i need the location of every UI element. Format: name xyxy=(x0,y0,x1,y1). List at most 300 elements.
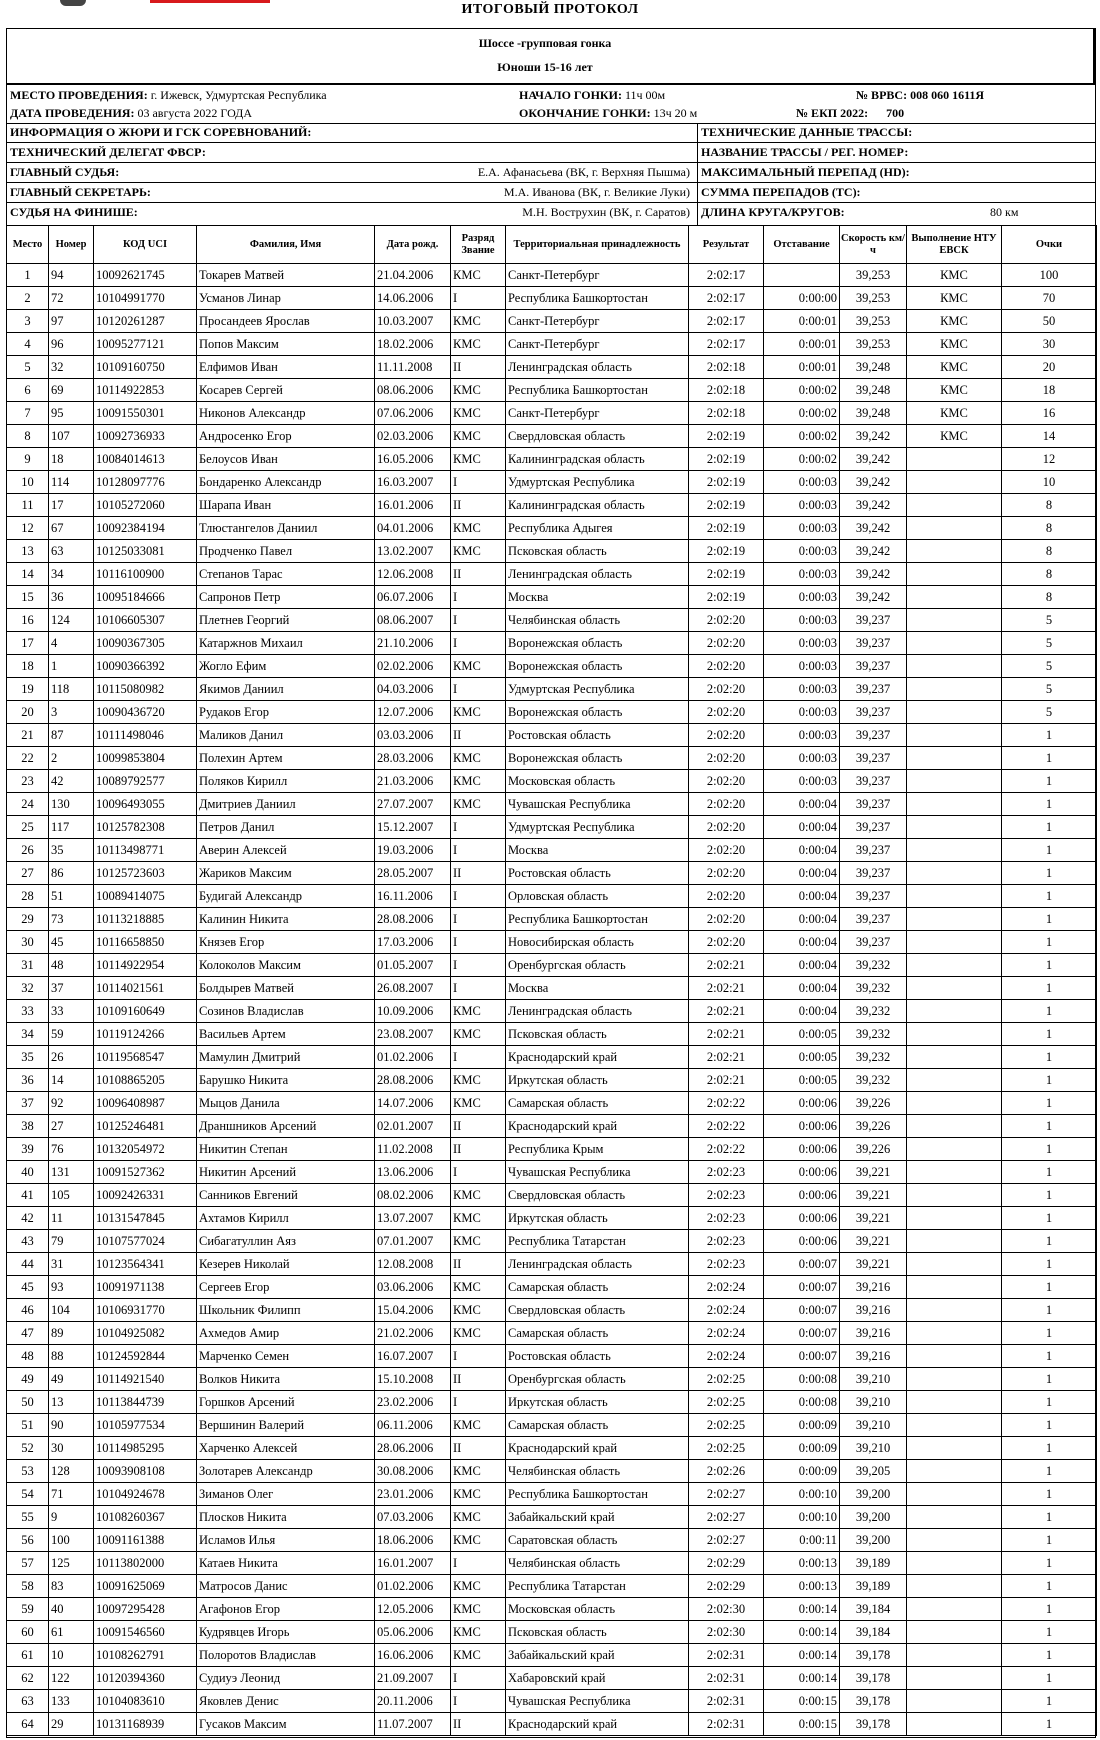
col-name-cell: Школьник Филипп xyxy=(197,1299,375,1322)
col-rank-cell: I xyxy=(451,1161,506,1184)
delegate-row xyxy=(10,145,206,160)
table-row xyxy=(7,747,1097,770)
col-evsk-cell: КМС xyxy=(907,264,1002,287)
col-region-cell: Республика Адыгея xyxy=(506,517,689,540)
col-evsk-cell xyxy=(907,885,1002,908)
col-name-cell: Усманов Линар xyxy=(197,287,375,310)
col-uci-code-cell: 10108865205 xyxy=(94,1069,197,1092)
col-region-cell: Ростовская область xyxy=(506,724,689,747)
document-title: ИТОГОВЫЙ ПРОТОКОЛ xyxy=(461,2,639,17)
col-evsk-cell xyxy=(907,1299,1002,1322)
col-place-cell: 55 xyxy=(7,1506,49,1529)
col-points-cell: 1 xyxy=(1002,1368,1097,1391)
col-speed-cell: 39,237 xyxy=(840,701,907,724)
col-birth-date-cell: 16.05.2006 xyxy=(375,448,451,471)
col-points-cell: 1 xyxy=(1002,1575,1097,1598)
col-place-cell: 17 xyxy=(7,632,49,655)
table-row xyxy=(7,1644,1097,1667)
col-gap-cell: 0:00:07 xyxy=(764,1299,840,1322)
col-region-cell: Санкт-Петербург xyxy=(506,333,689,356)
col-number-cell: 100 xyxy=(49,1529,94,1552)
col-result-cell: 2:02:21 xyxy=(689,1000,764,1023)
col-speed-cell: 39,226 xyxy=(840,1115,907,1138)
col-rank-cell: КМС xyxy=(451,402,506,425)
tc-label: СУММА ПЕРЕПАДОВ (ТС): xyxy=(701,185,861,199)
col-evsk-cell xyxy=(907,586,1002,609)
lap-row xyxy=(701,205,845,220)
col-place-cell: 56 xyxy=(7,1529,49,1552)
col-place-cell: 11 xyxy=(7,494,49,517)
col-evsk-cell xyxy=(907,747,1002,770)
table-row xyxy=(7,1506,1097,1529)
col-uci-code-header: КОД UCI xyxy=(94,226,197,264)
col-evsk-cell: КМС xyxy=(907,379,1002,402)
col-gap-cell: 0:00:10 xyxy=(764,1506,840,1529)
col-rank-cell: КМС xyxy=(451,379,506,402)
col-uci-code-cell: 10106605307 xyxy=(94,609,197,632)
col-speed-cell: 39,248 xyxy=(840,402,907,425)
col-name-cell: Плосков Никита xyxy=(197,1506,375,1529)
col-gap-cell: 0:00:07 xyxy=(764,1322,840,1345)
col-name-cell: Калинин Никита xyxy=(197,908,375,931)
col-evsk-cell xyxy=(907,1483,1002,1506)
col-points-cell: 1 xyxy=(1002,1713,1097,1736)
col-region-cell: Самарская область xyxy=(506,1322,689,1345)
col-points-cell: 8 xyxy=(1002,540,1097,563)
col-uci-code-cell: 10109160649 xyxy=(94,1000,197,1023)
col-name-cell: Степанов Тарас xyxy=(197,563,375,586)
col-birth-date-cell: 21.04.2006 xyxy=(375,264,451,287)
col-uci-code-cell: 10096408987 xyxy=(94,1092,197,1115)
col-birth-date-cell: 17.03.2006 xyxy=(375,931,451,954)
col-uci-code-cell: 10092426331 xyxy=(94,1184,197,1207)
col-number-cell: 35 xyxy=(49,839,94,862)
col-birth-date-cell: 12.07.2006 xyxy=(375,701,451,724)
col-evsk-cell: КМС xyxy=(907,402,1002,425)
col-place-header: Место xyxy=(7,226,49,264)
col-points-cell: 1 xyxy=(1002,1506,1097,1529)
col-birth-date-cell: 27.07.2007 xyxy=(375,793,451,816)
col-rank-cell: I xyxy=(451,471,506,494)
col-region-cell: Чувашская Республика xyxy=(506,793,689,816)
vrvs-label: № ВРВС: xyxy=(856,88,908,102)
table-row xyxy=(7,931,1097,954)
col-gap-cell: 0:00:06 xyxy=(764,1092,840,1115)
col-uci-code-cell: 10106931770 xyxy=(94,1299,197,1322)
col-name-cell: Маликов Данил xyxy=(197,724,375,747)
col-result-cell: 2:02:21 xyxy=(689,1023,764,1046)
col-gap-cell: 0:00:04 xyxy=(764,954,840,977)
col-region-cell: Республика Крым xyxy=(506,1138,689,1161)
col-birth-date-cell: 28.08.2006 xyxy=(375,1069,451,1092)
col-evsk-header: Выполнение НТУ ЕВСК xyxy=(907,226,1002,264)
jury-label-text: ИНФОРМАЦИЯ О ЖЮРИ И ГСК СОРЕВНОВАНИЙ: xyxy=(10,125,312,139)
table-row xyxy=(7,1414,1097,1437)
col-gap-cell xyxy=(764,264,840,287)
col-place-cell: 22 xyxy=(7,747,49,770)
col-uci-code-cell: 10124592844 xyxy=(94,1345,197,1368)
col-name-cell: Токарев Матвей xyxy=(197,264,375,287)
col-result-cell: 2:02:24 xyxy=(689,1299,764,1322)
table-row xyxy=(7,333,1097,356)
col-speed-cell: 39,232 xyxy=(840,977,907,1000)
col-name-cell: Катаржнов Михаил xyxy=(197,632,375,655)
hd-label: МАКСИМАЛЬНЫЙ ПЕРЕПАД (HD): xyxy=(701,165,910,179)
col-evsk-cell xyxy=(907,1207,1002,1230)
col-evsk-cell xyxy=(907,1644,1002,1667)
col-place-cell: 29 xyxy=(7,908,49,931)
col-region-cell: Краснодарский край xyxy=(506,1437,689,1460)
col-speed-cell: 39,232 xyxy=(840,1000,907,1023)
col-region-cell: Воронежская область xyxy=(506,747,689,770)
col-birth-date-cell: 07.06.2006 xyxy=(375,402,451,425)
col-birth-date-cell: 15.04.2006 xyxy=(375,1299,451,1322)
col-name-cell: Шарапа Иван xyxy=(197,494,375,517)
col-evsk-cell xyxy=(907,724,1002,747)
col-uci-code-cell: 10113498771 xyxy=(94,839,197,862)
col-place-cell: 26 xyxy=(7,839,49,862)
col-name-cell: Драншников Арсений xyxy=(197,1115,375,1138)
col-number-cell: 130 xyxy=(49,793,94,816)
col-gap-cell: 0:00:02 xyxy=(764,448,840,471)
col-evsk-cell xyxy=(907,494,1002,517)
col-rank-cell: I xyxy=(451,816,506,839)
col-number-cell: 17 xyxy=(49,494,94,517)
col-evsk-cell: КМС xyxy=(907,287,1002,310)
col-place-cell: 2 xyxy=(7,287,49,310)
col-speed-cell: 39,237 xyxy=(840,770,907,793)
col-region-cell: Челябинская область xyxy=(506,1460,689,1483)
table-row xyxy=(7,586,1097,609)
col-place-cell: 7 xyxy=(7,402,49,425)
col-birth-date-cell: 14.07.2006 xyxy=(375,1092,451,1115)
secretary-label: ГЛАВНЫЙ СЕКРЕТАРЬ: xyxy=(10,185,151,199)
col-evsk-cell xyxy=(907,655,1002,678)
col-rank-cell: II xyxy=(451,494,506,517)
col-region-cell: Республика Татарстан xyxy=(506,1575,689,1598)
col-gap-cell: 0:00:04 xyxy=(764,977,840,1000)
col-points-cell: 1 xyxy=(1002,1391,1097,1414)
col-region-cell: Иркутская область xyxy=(506,1069,689,1092)
col-number-cell: 96 xyxy=(49,333,94,356)
table-row xyxy=(7,793,1097,816)
col-evsk-cell xyxy=(907,908,1002,931)
col-region-cell: Самарская область xyxy=(506,1414,689,1437)
col-result-cell: 2:02:25 xyxy=(689,1414,764,1437)
col-name-cell: Попов Максим xyxy=(197,333,375,356)
col-points-cell: 1 xyxy=(1002,1253,1097,1276)
col-uci-code-cell: 10104991770 xyxy=(94,287,197,310)
table-header-row xyxy=(7,226,1097,264)
col-result-cell: 2:02:23 xyxy=(689,1161,764,1184)
col-points-cell: 5 xyxy=(1002,609,1097,632)
col-points-cell: 20 xyxy=(1002,356,1097,379)
col-speed-cell: 39,237 xyxy=(840,839,907,862)
col-rank-cell: I xyxy=(451,885,506,908)
col-birth-date-cell: 23.02.2006 xyxy=(375,1391,451,1414)
col-speed-cell: 39,242 xyxy=(840,425,907,448)
col-region-cell: Ленинградская область xyxy=(506,356,689,379)
col-points-cell: 14 xyxy=(1002,425,1097,448)
col-points-cell: 16 xyxy=(1002,402,1097,425)
col-birth-date-cell: 01.02.2006 xyxy=(375,1575,451,1598)
col-uci-code-cell: 10125782308 xyxy=(94,816,197,839)
judge-value: Е.А. Афанасьева (ВК, г. Верхняя Пышма) xyxy=(477,165,690,179)
col-name-cell: Просандеев Ярослав xyxy=(197,310,375,333)
col-name-cell: Гусаков Максим xyxy=(197,1713,375,1736)
col-place-cell: 4 xyxy=(7,333,49,356)
col-uci-code-cell: 10116658850 xyxy=(94,931,197,954)
col-uci-code-cell: 10089792577 xyxy=(94,770,197,793)
col-gap-cell: 0:00:03 xyxy=(764,471,840,494)
col-rank-cell: КМС xyxy=(451,1069,506,1092)
col-number-cell: 42 xyxy=(49,770,94,793)
col-name-cell: Тлюстангелов Даниил xyxy=(197,517,375,540)
col-rank-cell: КМС xyxy=(451,310,506,333)
col-region-cell: Санкт-Петербург xyxy=(506,264,689,287)
hd-row xyxy=(701,165,910,180)
col-number-cell: 107 xyxy=(49,425,94,448)
col-speed-cell: 39,221 xyxy=(840,1161,907,1184)
divider xyxy=(6,123,1096,124)
col-name-cell: Полоротов Владислав xyxy=(197,1644,375,1667)
col-number-cell: 88 xyxy=(49,1345,94,1368)
col-gap-cell: 0:00:03 xyxy=(764,494,840,517)
col-name-cell: Будигай Александр xyxy=(197,885,375,908)
table-row xyxy=(7,1391,1097,1414)
col-points-cell: 1 xyxy=(1002,1690,1097,1713)
col-name-cell: Вершинин Валерий xyxy=(197,1414,375,1437)
col-speed-cell: 39,242 xyxy=(840,517,907,540)
col-number-cell: 90 xyxy=(49,1414,94,1437)
col-name-cell: Сергеев Егор xyxy=(197,1276,375,1299)
col-birth-date-cell: 20.11.2006 xyxy=(375,1690,451,1713)
col-uci-code-cell: 10132054972 xyxy=(94,1138,197,1161)
col-speed-cell: 39,248 xyxy=(840,356,907,379)
finish-judge-label: СУДЬЯ НА ФИНИШЕ: xyxy=(10,205,138,219)
col-place-cell: 64 xyxy=(7,1713,49,1736)
place-value: г. Ижевск, Удмуртская Республика xyxy=(150,88,327,102)
col-evsk-cell: КМС xyxy=(907,310,1002,333)
col-number-cell: 93 xyxy=(49,1276,94,1299)
ekp-label: № ЕКП 2022: xyxy=(796,106,869,120)
place-label: МЕСТО ПРОВЕДЕНИЯ: xyxy=(10,88,148,102)
col-gap-cell: 0:00:08 xyxy=(764,1391,840,1414)
col-region-cell: Республика Башкортостан xyxy=(506,287,689,310)
col-speed-cell: 39,232 xyxy=(840,1046,907,1069)
table-row xyxy=(7,885,1097,908)
col-gap-header: Отставание xyxy=(764,226,840,264)
col-rank-cell: КМС xyxy=(451,1575,506,1598)
col-name-cell: Золотарев Александр xyxy=(197,1460,375,1483)
col-uci-code-cell: 10114922853 xyxy=(94,379,197,402)
col-name-cell: Матросов Данис xyxy=(197,1575,375,1598)
col-uci-code-cell: 10104925082 xyxy=(94,1322,197,1345)
table-row xyxy=(7,1230,1097,1253)
col-region-cell: Калининградская область xyxy=(506,448,689,471)
col-name-cell: Аверин Алексей xyxy=(197,839,375,862)
col-number-cell: 125 xyxy=(49,1552,94,1575)
col-points-cell: 5 xyxy=(1002,655,1097,678)
col-name-cell: Болдырев Матвей xyxy=(197,977,375,1000)
col-name-cell: Мыцов Данила xyxy=(197,1092,375,1115)
col-region-cell: Санкт-Петербург xyxy=(506,402,689,425)
col-gap-cell: 0:00:06 xyxy=(764,1207,840,1230)
col-region-cell: Ленинградская область xyxy=(506,1253,689,1276)
col-place-cell: 62 xyxy=(7,1667,49,1690)
col-number-cell: 69 xyxy=(49,379,94,402)
col-region-cell: Ленинградская область xyxy=(506,1000,689,1023)
col-uci-code-cell: 10096493055 xyxy=(94,793,197,816)
tc-row xyxy=(701,185,861,200)
col-speed-cell: 39,178 xyxy=(840,1690,907,1713)
col-number-cell: 59 xyxy=(49,1023,94,1046)
col-speed-cell: 39,210 xyxy=(840,1437,907,1460)
col-rank-cell: КМС xyxy=(451,770,506,793)
col-place-cell: 12 xyxy=(7,517,49,540)
col-number-cell: 83 xyxy=(49,1575,94,1598)
col-region-cell: Свердловская область xyxy=(506,1184,689,1207)
col-birth-date-cell: 13.07.2007 xyxy=(375,1207,451,1230)
col-number-cell: 117 xyxy=(49,816,94,839)
col-speed-cell: 39,242 xyxy=(840,563,907,586)
col-number-cell: 51 xyxy=(49,885,94,908)
col-uci-code-cell: 10104924678 xyxy=(94,1483,197,1506)
col-rank-cell: КМС xyxy=(451,701,506,724)
col-gap-cell: 0:00:04 xyxy=(764,816,840,839)
col-region-cell: Ленинградская область xyxy=(506,563,689,586)
col-points-cell: 1 xyxy=(1002,954,1097,977)
col-result-header: Результат xyxy=(689,226,764,264)
col-evsk-cell xyxy=(907,448,1002,471)
col-gap-cell: 0:00:06 xyxy=(764,1184,840,1207)
col-result-cell: 2:02:25 xyxy=(689,1437,764,1460)
table-row xyxy=(7,1322,1097,1345)
col-result-cell: 2:02:20 xyxy=(689,816,764,839)
col-result-cell: 2:02:19 xyxy=(689,540,764,563)
col-place-cell: 52 xyxy=(7,1437,49,1460)
col-points-cell: 1 xyxy=(1002,1414,1097,1437)
col-evsk-cell: КМС xyxy=(907,425,1002,448)
col-points-cell: 50 xyxy=(1002,310,1097,333)
col-rank-cell: КМС xyxy=(451,747,506,770)
info-divider xyxy=(697,123,698,225)
col-result-cell: 2:02:20 xyxy=(689,632,764,655)
col-number-cell: 67 xyxy=(49,517,94,540)
col-speed-cell: 39,184 xyxy=(840,1621,907,1644)
col-uci-code-cell: 10113218885 xyxy=(94,908,197,931)
col-uci-code-cell: 10125246481 xyxy=(94,1115,197,1138)
col-result-cell: 2:02:22 xyxy=(689,1092,764,1115)
col-speed-cell: 39,189 xyxy=(840,1552,907,1575)
col-birth-date-cell: 16.06.2006 xyxy=(375,1644,451,1667)
col-speed-cell: 39,237 xyxy=(840,816,907,839)
col-points-cell: 30 xyxy=(1002,333,1097,356)
col-evsk-cell xyxy=(907,1023,1002,1046)
col-gap-cell: 0:00:04 xyxy=(764,862,840,885)
col-points-cell: 1 xyxy=(1002,1115,1097,1138)
col-birth-date-cell: 21.10.2006 xyxy=(375,632,451,655)
col-points-cell: 10 xyxy=(1002,471,1097,494)
secretary-value: М.А. Иванова (ВК, г. Великие Луки) xyxy=(503,185,690,199)
col-place-cell: 14 xyxy=(7,563,49,586)
col-points-cell: 1 xyxy=(1002,1230,1097,1253)
col-number-cell: 131 xyxy=(49,1161,94,1184)
track-label: НАЗВАНИЕ ТРАССЫ / РЕГ. НОМЕР: xyxy=(701,145,909,159)
col-number-cell: 13 xyxy=(49,1391,94,1414)
col-rank-cell: I xyxy=(451,287,506,310)
col-number-cell: 45 xyxy=(49,931,94,954)
col-number-cell: 95 xyxy=(49,402,94,425)
col-speed-cell: 39,237 xyxy=(840,655,907,678)
table-row xyxy=(7,1161,1097,1184)
col-place-cell: 37 xyxy=(7,1092,49,1115)
table-row xyxy=(7,356,1097,379)
col-rank-cell: I xyxy=(451,1667,506,1690)
col-place-cell: 63 xyxy=(7,1690,49,1713)
col-name-cell: Никитин Арсений xyxy=(197,1161,375,1184)
finish-row xyxy=(519,106,697,121)
col-rank-cell: I xyxy=(451,839,506,862)
col-rank-cell: I xyxy=(451,931,506,954)
col-birth-date-cell: 11.02.2008 xyxy=(375,1138,451,1161)
col-evsk-cell xyxy=(907,839,1002,862)
col-place-cell: 21 xyxy=(7,724,49,747)
col-uci-code-cell: 10092736933 xyxy=(94,425,197,448)
col-speed-cell: 39,242 xyxy=(840,540,907,563)
col-gap-cell: 0:00:10 xyxy=(764,1483,840,1506)
col-number-cell: 4 xyxy=(49,632,94,655)
col-result-cell: 2:02:23 xyxy=(689,1184,764,1207)
col-rank-cell: II xyxy=(451,1368,506,1391)
col-birth-date-cell: 07.03.2006 xyxy=(375,1506,451,1529)
col-name-cell: Косарев Сергей xyxy=(197,379,375,402)
col-uci-code-cell: 10116100900 xyxy=(94,563,197,586)
col-evsk-cell xyxy=(907,540,1002,563)
col-rank-cell: КМС xyxy=(451,540,506,563)
col-birth-date-cell: 10.03.2007 xyxy=(375,310,451,333)
col-points-cell: 1 xyxy=(1002,1023,1097,1046)
col-uci-code-cell: 10091527362 xyxy=(94,1161,197,1184)
col-number-cell: 71 xyxy=(49,1483,94,1506)
col-number-cell: 92 xyxy=(49,1092,94,1115)
col-name-cell: Елфимов Иван xyxy=(197,356,375,379)
col-speed-cell: 39,253 xyxy=(840,264,907,287)
col-gap-cell: 0:00:03 xyxy=(764,632,840,655)
col-place-cell: 34 xyxy=(7,1023,49,1046)
col-birth-date-cell: 16.03.2007 xyxy=(375,471,451,494)
col-region-cell: Республика Башкортостан xyxy=(506,908,689,931)
col-rank-cell: II xyxy=(451,356,506,379)
col-gap-cell: 0:00:14 xyxy=(764,1644,840,1667)
col-birth-date-cell: 13.02.2007 xyxy=(375,540,451,563)
table-row xyxy=(7,1621,1097,1644)
col-points-cell: 1 xyxy=(1002,747,1097,770)
col-speed-cell: 39,216 xyxy=(840,1276,907,1299)
col-points-cell: 1 xyxy=(1002,816,1097,839)
col-result-cell: 2:02:19 xyxy=(689,471,764,494)
col-rank-cell: II xyxy=(451,1253,506,1276)
col-place-cell: 50 xyxy=(7,1391,49,1414)
table-row xyxy=(7,264,1097,287)
col-uci-code-cell: 10108262791 xyxy=(94,1644,197,1667)
col-result-cell: 2:02:23 xyxy=(689,1207,764,1230)
col-birth-date-cell: 23.08.2007 xyxy=(375,1023,451,1046)
col-result-cell: 2:02:27 xyxy=(689,1529,764,1552)
col-region-cell: Калининградская область xyxy=(506,494,689,517)
col-points-cell: 5 xyxy=(1002,632,1097,655)
col-place-cell: 42 xyxy=(7,1207,49,1230)
